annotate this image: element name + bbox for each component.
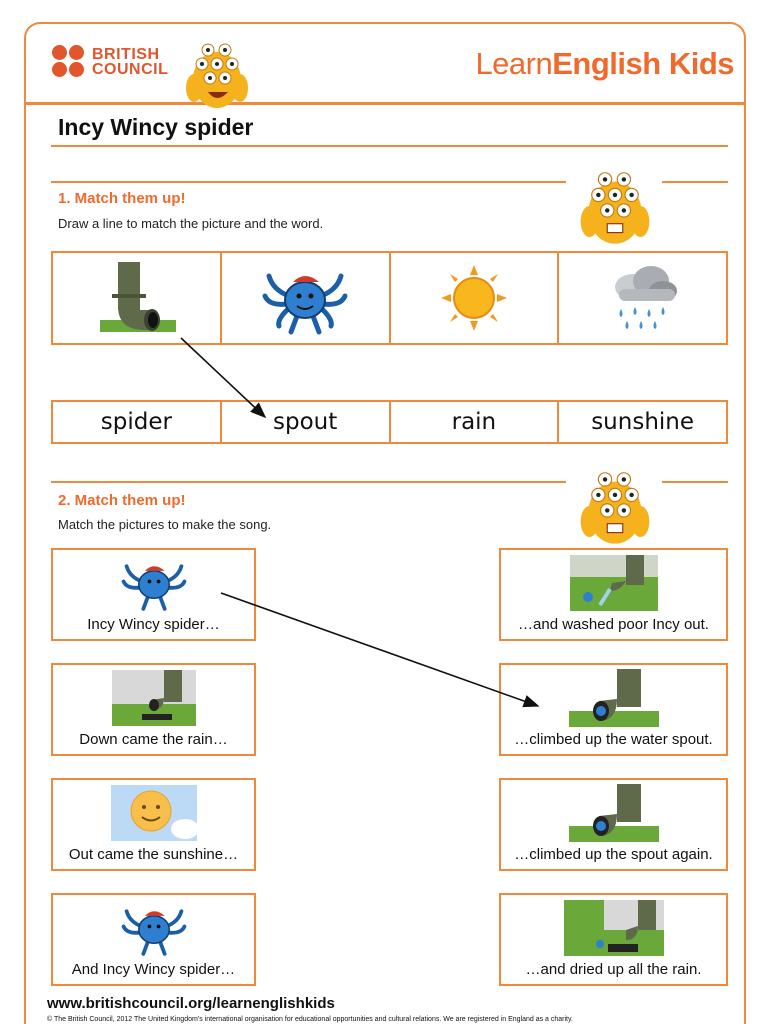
footer-copyright: © The British Council, 2012 The United Kingdom’s international organisation for educational opportunities and cultural relations. We are registered in England as a charity. xyxy=(47,1016,573,1023)
section2-instruction: Match the pictures to make the song. xyxy=(58,517,272,532)
song-caption: …climbed up the water spout. xyxy=(514,731,713,748)
section2-heading: 2. Match them up! xyxy=(58,492,186,509)
lek-learn: Learn xyxy=(475,46,553,81)
bc-line1: BRITISH xyxy=(92,46,160,63)
song-caption: And Incy Wincy spider… xyxy=(71,961,236,978)
word-cell[interactable]: spider xyxy=(53,402,222,442)
song-caption: …climbed up the spout again. xyxy=(514,846,713,863)
answer-line-2 xyxy=(221,593,538,706)
lek-kids: Kids xyxy=(668,46,734,81)
answer-line-1 xyxy=(181,338,265,417)
bc-line2: COUNCIL xyxy=(92,61,169,78)
word-cell[interactable]: spout xyxy=(222,402,391,442)
song-caption: Out came the sunshine… xyxy=(68,846,239,863)
song-caption: …and dried up all the rain. xyxy=(525,961,702,978)
lek-english: English xyxy=(552,46,661,81)
footer-url[interactable]: www.britishcouncil.org/learnenglishkids xyxy=(47,995,335,1012)
section1-instruction: Draw a line to match the picture and the word. xyxy=(58,216,324,231)
word-cell[interactable]: rain xyxy=(391,402,560,442)
section1-heading: 1. Match them up! xyxy=(58,190,186,207)
song-caption: …and washed poor Incy out. xyxy=(518,616,709,633)
word-cell[interactable]: sunshine xyxy=(591,409,695,435)
song-caption: Incy Wincy spider… xyxy=(87,616,220,633)
page-title: Incy Wincy spider xyxy=(58,114,254,140)
song-caption: Down came the rain… xyxy=(79,731,228,748)
